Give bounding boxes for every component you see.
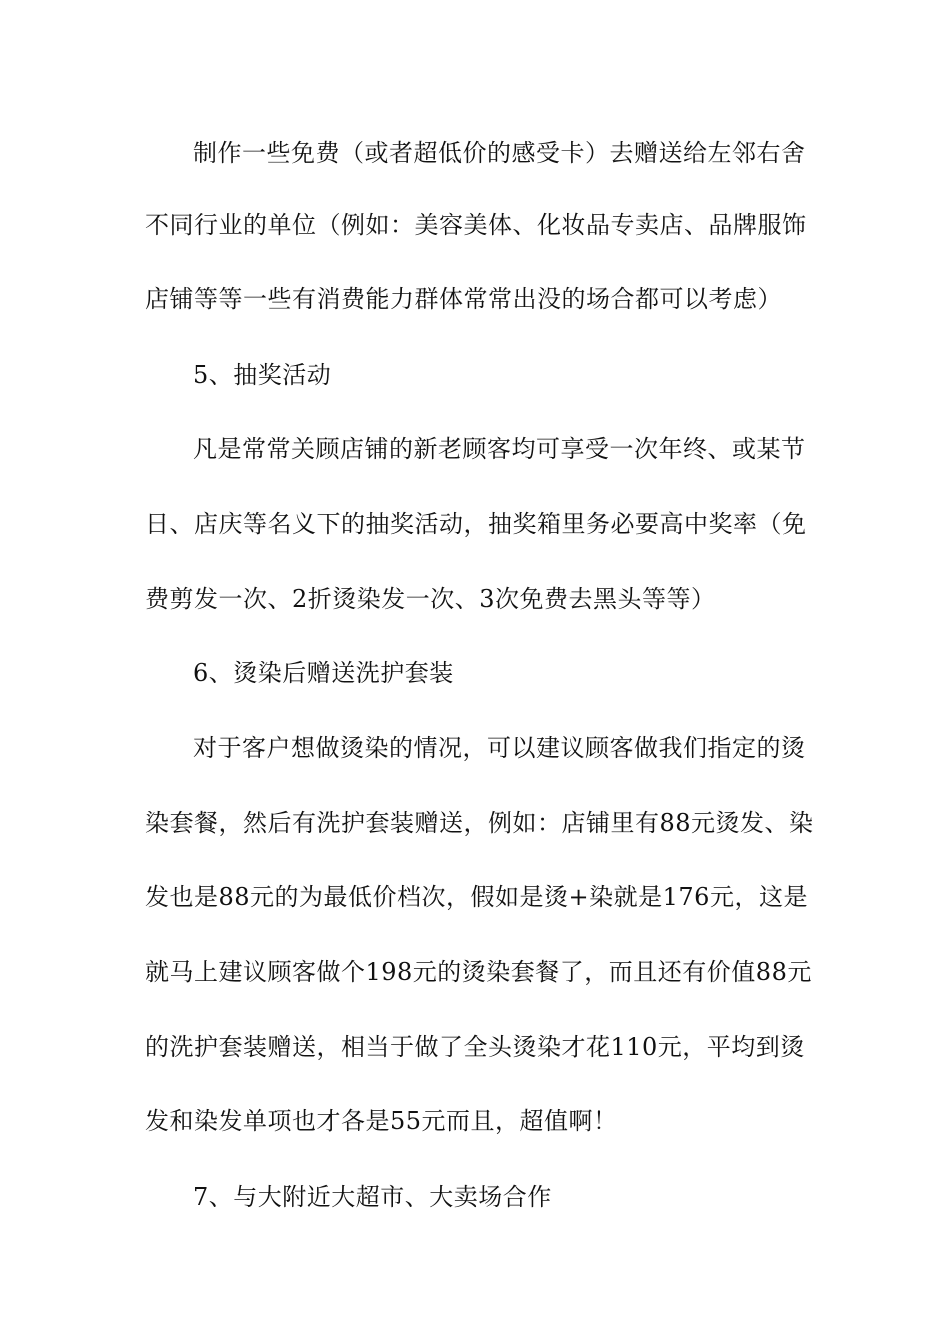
paragraph-line: 的洗护套装赠送，相当于做了全头烫染才花110元，平均到烫 bbox=[145, 1033, 805, 1061]
paragraph-line: 染套餐，然后有洗护套装赠送，例如：店铺里有88元烫发、染 bbox=[145, 809, 814, 837]
paragraph-line: 费剪发一次、2折烫染发一次、3次免费去黑头等等） bbox=[145, 585, 716, 613]
paragraph-line: 发也是88元的为最低价档次，假如是烫+染就是176元，这是 bbox=[145, 883, 808, 911]
section-heading: 6、烫染后赠送洗护套装 bbox=[193, 659, 454, 687]
paragraph-line: 凡是常常关顾店铺的新老顾客均可享受一次年终、或某节 bbox=[193, 435, 806, 463]
paragraph-line: 发和染发单项也才各是55元而且，超值啊！ bbox=[145, 1107, 618, 1135]
paragraph-line: 制作一些免费（或者超低价的感受卡）去赠送给左邻右舍 bbox=[193, 139, 806, 167]
section-heading: 5、抽奖活动 bbox=[193, 361, 332, 389]
paragraph-line: 不同行业的单位（例如：美容美体、化妆品专卖店、品牌服饰 bbox=[145, 211, 807, 239]
paragraph-line: 就马上建议顾客做个198元的烫染套餐了，而且还有价值88元 bbox=[145, 958, 812, 986]
paragraph-line: 店铺等等一些有消费能力群体常常出没的场合都可以考虑） bbox=[145, 285, 782, 313]
paragraph-line: 日、店庆等名义下的抽奖活动，抽奖箱里务必要高中奖率（免 bbox=[145, 510, 807, 538]
paragraph-line: 对于客户想做烫染的情况，可以建议顾客做我们指定的烫 bbox=[193, 734, 806, 762]
section-heading: 7、与大附近大超市、大卖场合作 bbox=[193, 1183, 552, 1211]
